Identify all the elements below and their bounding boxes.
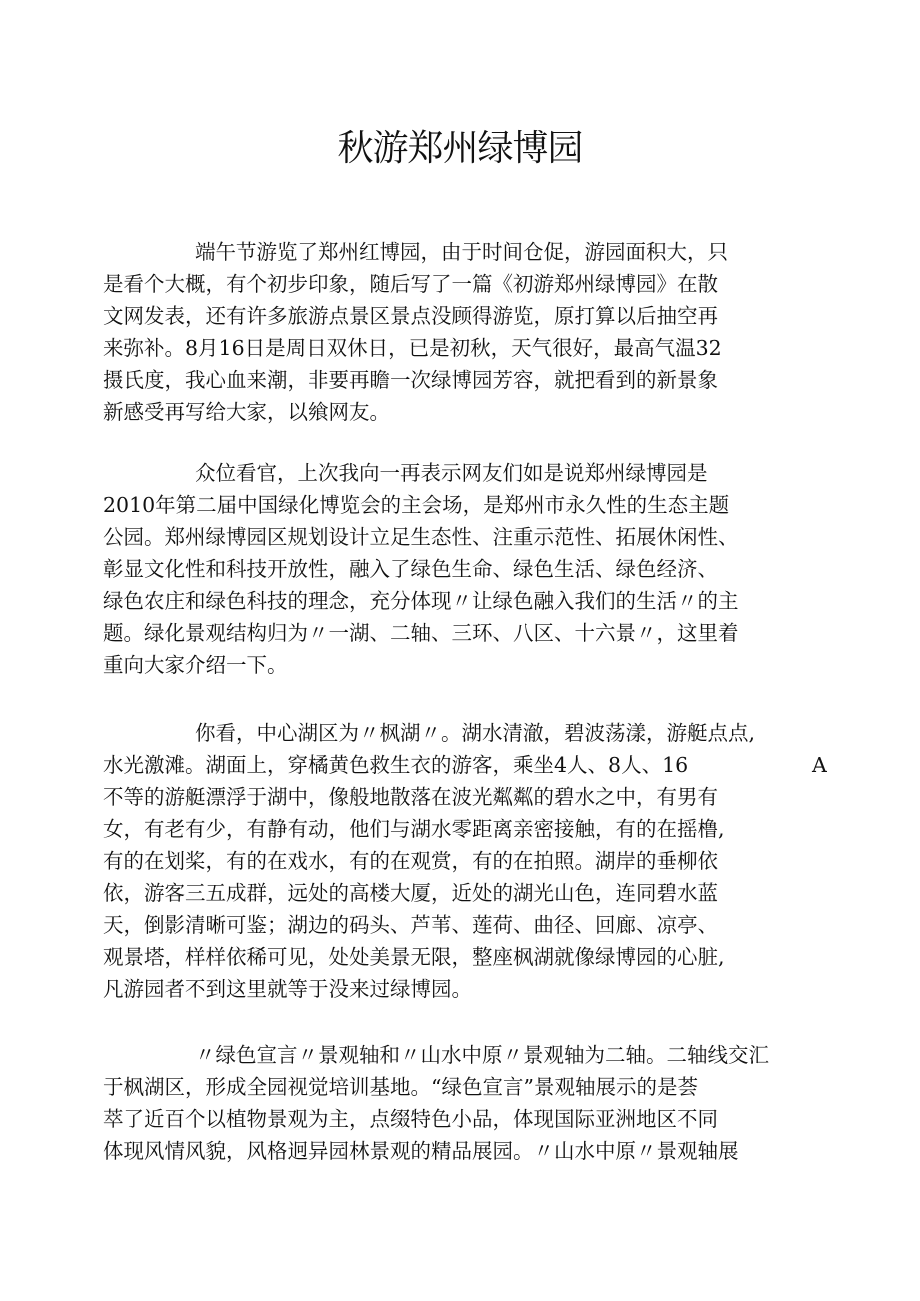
text-line: 端午节游览了郑州红博园，由于时间仓促，游园面积大，只	[195, 240, 728, 264]
text-line: 摄氏度，我心血来潮，非要再瞻一次绿博园芳容，就把看到的新景象	[103, 368, 718, 392]
text-line: 萃了近百个以植物景观为主，点缀特色小品，体现国际亚洲地区不同	[103, 1107, 718, 1131]
text-line: 依，游客三五成群，远处的高楼大厦，近处的湖光山色，连同碧水蓝	[103, 881, 718, 905]
text-line: 〃绿色宣言〃景观轴和〃山水中原〃景观轴为二轴。二轴线交汇	[195, 1043, 769, 1067]
text-line: 绿色农庄和绿色科技的理念，充分体现〃让绿色融入我们的生活〃的主	[103, 589, 739, 613]
text-line: 凡游园者不到这里就等于没来过绿博园。	[103, 977, 472, 1001]
text-line: 于枫湖区，形成全园视觉培训基地。“绿色宣言”景观轴展示的是荟	[103, 1075, 698, 1099]
text-line-with-stray	[103, 749, 827, 781]
text-line: 题。绿化景观结构归为〃一湖、二轴、三环、八区、十六景〃，这里着	[103, 621, 739, 645]
text-line: 重向大家介绍一下。	[103, 653, 288, 677]
text-line: 体现风情风貌，风格迥异园林景观的精品展园。〃山水中原〃景观轴展	[103, 1139, 739, 1163]
text-line: 是看个大概，有个初步印象，随后写了一篇《初游郑州绿博园》在散	[103, 272, 718, 296]
text-line: 你看，中心湖区为〃枫湖〃。湖水清澈，碧波荡漾，游艇点点,	[195, 721, 756, 745]
text-line: 公园。郑州绿博园区规划设计立足生态性、注重示范性、拓展休闲性、	[103, 525, 739, 549]
text-line: 女，有老有少，有静有动，他们与湖水零距离亲密接触，有的在摇橹,	[103, 817, 725, 841]
stray-character: A	[812, 753, 827, 777]
paragraph-2	[103, 457, 823, 681]
paragraph-4	[103, 1039, 823, 1167]
text-line: 众位看官，上次我向一再表示网友们如是说郑州绿博园是	[195, 461, 708, 485]
text-line: 水光激滩。湖面上，穿橘黄色救生衣的游客，乘坐4人、8人、16	[103, 753, 689, 777]
text-line: 天，倒影清晰可鉴；湖边的码头、芦苇、莲荷、曲径、回廊、凉亭、	[103, 913, 718, 937]
text-line: 不等的游艇漂浮于湖中，像般地散落在波光粼粼的碧水之中，有男有	[103, 785, 718, 809]
text-line: 新感受再写给大家，以飨网友。	[103, 400, 390, 424]
text-line: 文网发表，还有许多旅游点景区景点没顾得游览，原打算以后抽空再	[103, 304, 718, 328]
text-line: 2010年第二届中国绿化博览会的主会场，是郑州市永久性的生态主题	[103, 493, 730, 517]
text-line: 来弥补。8月16日是周日双休日，已是初秋，天气很好，最高气温32	[103, 336, 722, 360]
document-title: 秋游郑州绿博园	[337, 128, 583, 169]
paragraph-3	[103, 717, 827, 1005]
text-line: 彰显文化性和科技开放性，融入了绿色生命、绿色生活、绿色经济、	[103, 557, 718, 581]
paragraph-1	[103, 236, 823, 428]
text-line: 观景塔，样样依稀可见，处处美景无限，整座枫湖就像绿博园的心脏,	[103, 945, 725, 969]
text-line: 有的在划桨，有的在戏水，有的在观赏，有的在拍照。湖岸的垂柳依	[103, 849, 718, 873]
